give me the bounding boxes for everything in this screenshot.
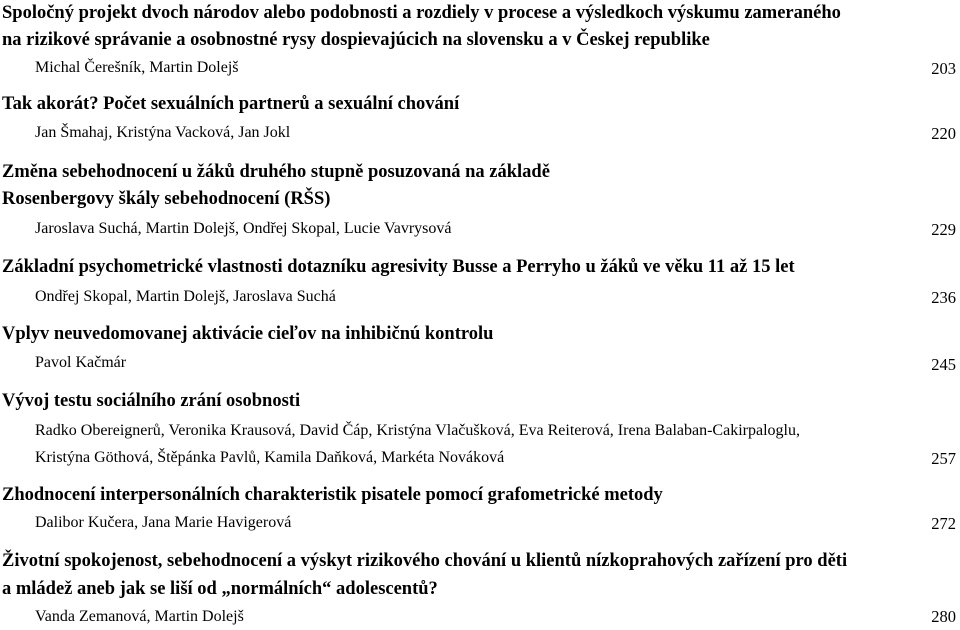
entry-page-number: 257 — [931, 449, 956, 468]
entry-page-number: 203 — [931, 59, 956, 78]
entry-authors: Jan Šmahaj, Kristýna Vacková, Jan Jokl — [35, 124, 291, 141]
entry-authors: Michal Čerešník, Martin Dolejš — [35, 59, 239, 76]
entry-title: Změna sebehodnocení u žáků druhého stupně posuzovaná na základě — [2, 162, 550, 182]
entry-title: na rizikové správanie a osobnostné rysy dospievajúcich na slovensku a v Českej republike — [2, 30, 710, 50]
entry-title: a mládež aneb jak se liší od „normálních“ adolescentů? — [2, 579, 438, 599]
entry-title: Základní psychometrické vlastnosti dotazníku agresivity Busse a Perryho u žáků ve věku 11 až 15 let — [2, 257, 795, 277]
entry-authors: Pavol Kačmár — [35, 354, 127, 371]
entry-page-number: 220 — [931, 124, 956, 143]
entry-authors: Radko Obereignerů, Veronika Krausová, David Čáp, Kristýna Vlačušková, Eva Reiterová, Irena Balaban-Cakirpaloglu, — [35, 422, 800, 439]
entry-title: Spoločný projekt dvoch národov alebo podobnosti a rozdiely v procese a výsledkoch výskumu zameraného — [2, 3, 841, 23]
entry-title: Zhodnocení interpersonálních charakteristik pisatele pomocí grafometrické metody — [2, 485, 663, 505]
entry-authors: Dalibor Kučera, Jana Marie Havigerová — [35, 514, 292, 531]
entry-title: Tak akorát? Počet sexuálních partnerů a sexuální chování — [2, 94, 460, 114]
entry-title: Rosenbergovy škály sebehodnocení (RŠS) — [2, 189, 331, 209]
entry-page-number: 272 — [931, 514, 956, 533]
entry-authors: Ondřej Skopal, Martin Dolejš, Jaroslava Suchá — [35, 288, 336, 305]
entry-title: Vplyv neuvedomovanej aktivácie cieľov na inhibičnú kontrolu — [2, 324, 494, 344]
entry-page-number: 280 — [931, 607, 956, 626]
entry-authors: Kristýna Göthová, Štěpánka Pavlů, Kamila Daňková, Markéta Nováková — [35, 449, 505, 466]
entry-authors: Jaroslava Suchá, Martin Dolejš, Ondřej Skopal, Lucie Vavrysová — [35, 220, 452, 237]
entry-title: Vývoj testu sociálního zrání osobnosti — [2, 391, 301, 411]
entry-authors: Vanda Zemanová, Martin Dolejš — [35, 608, 244, 625]
entry-page-number: 229 — [931, 220, 956, 239]
entry-page-number: 236 — [931, 288, 956, 307]
entry-page-number: 245 — [931, 355, 956, 374]
entry-title: Životní spokojenost, sebehodnocení a výskyt rizikového chování u klientů nízkoprahových zařízení pro děti — [2, 551, 848, 571]
